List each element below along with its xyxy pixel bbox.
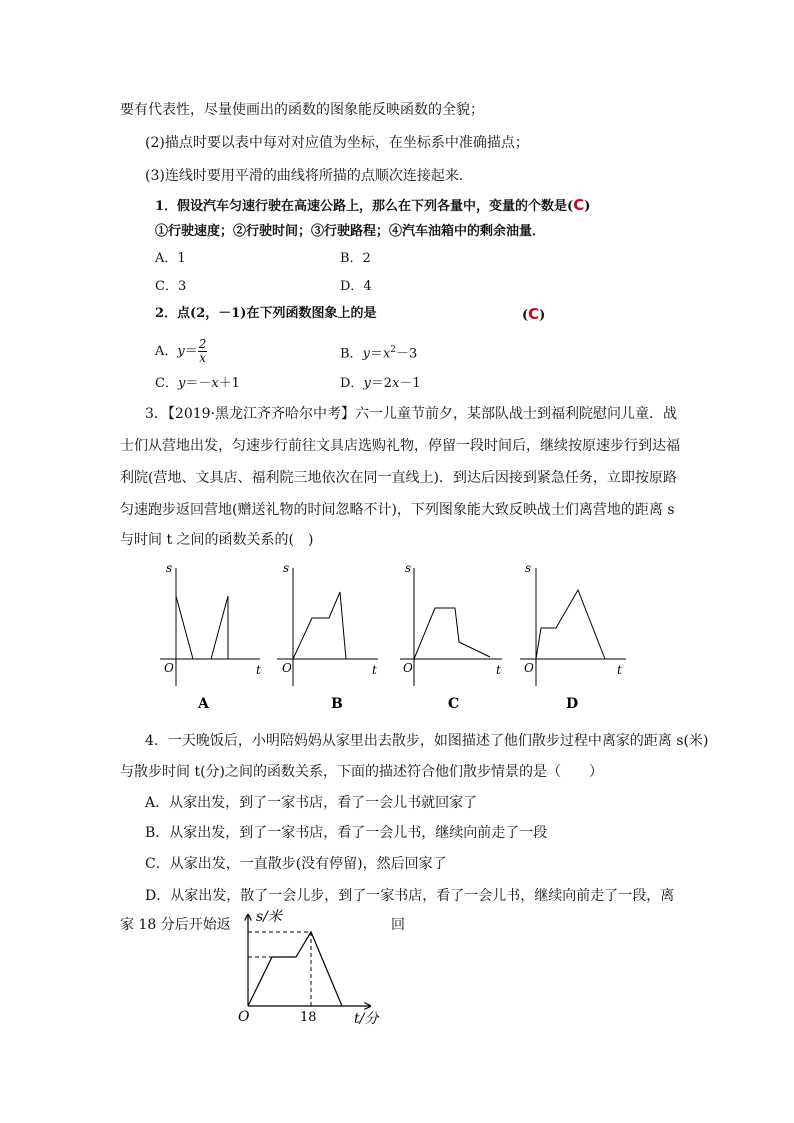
graph-c-t-label: t xyxy=(496,663,501,677)
intro-line-3: (3)连线时要用平滑的曲线将所描的点顺次连接起来． xyxy=(145,168,473,184)
q1-items: ①行驶速度；②行驶时间；③行驶路程；④汽车油箱中的剩余油量． xyxy=(155,224,546,239)
graph-b-label: B xyxy=(331,696,343,712)
q1-stem-text: 1．假设汽车匀速行驶在高速公路上，那么在下列各量中，变量的个数是 xyxy=(155,199,568,214)
q2-option-a: A．y＝ $\frac{2}{x}$ xyxy=(155,337,207,365)
q3-line-3: 利院(营地、文具店、福利院三地依次在同一直线上)．到达后因接到紧急任务，立即按原路 xyxy=(120,470,677,486)
q1-option-c: C．3 xyxy=(155,279,187,294)
q1-option-d: D．4 xyxy=(340,279,372,294)
q4-graph-origin: O xyxy=(238,1009,250,1025)
q4-graph-ylabel: s/米 xyxy=(256,909,282,925)
graph-b-s-label: s xyxy=(283,561,290,575)
q2-stem: 2．点(2，－1)在下列函数图象上的是 xyxy=(155,306,377,321)
q3-line-1: 3．【2019·黑龙江齐齐哈尔中考】六一儿童节前夕，某部队战士到福利院慰问儿童．战 xyxy=(145,406,677,422)
graph-a-t-label: t xyxy=(256,663,261,677)
q4-option-d-line-2b: 回 xyxy=(391,917,405,933)
q4-graph xyxy=(0,903,794,1028)
q4-option-d-line-1: D．从家出发，散了一会儿步，到了一家书店，看了一会儿书，继续向前走了一段，离 xyxy=(145,888,675,904)
fraction: $\frac{2}{x}$ xyxy=(198,337,207,365)
q4-graph-tick-18: 18 xyxy=(300,1010,317,1025)
intro-line-2: (2)描点时要以表中每对对应值为坐标，在坐标系中准确描点； xyxy=(145,135,529,151)
graph-d-s-label: s xyxy=(525,561,532,575)
q3-line-4: 匀速跑步返回营地(赠送礼物的时间忽略不计)，下列图象能大致反映战士们离营地的距离 s xyxy=(120,502,675,518)
graph-a xyxy=(160,561,261,712)
graph-b-origin: O xyxy=(282,661,292,675)
q2-option-d: D．y＝2x－1 xyxy=(340,376,421,391)
graph-c xyxy=(400,561,502,712)
graph-d-origin: O xyxy=(524,661,534,675)
q4-option-d-line-2a: 家 18 分后开始返 xyxy=(120,917,231,933)
q1-option-b: B．2 xyxy=(340,251,371,266)
q4-graph-xlabel: t/分 xyxy=(354,1011,379,1027)
q2-answer: (C) xyxy=(522,305,546,323)
graph-c-label: C xyxy=(448,696,460,712)
q4-option-c: C．从家出发，一直散步(没有停留)，然后回家了 xyxy=(145,856,447,872)
graph-a-label: A xyxy=(198,696,209,712)
graph-d-t-label: t xyxy=(617,663,622,677)
q3-line-2: 士们从营地出发，匀速步行前往文具店选购礼物，停留一段时间后，继续按原速步行到达福 xyxy=(120,438,680,454)
graph-b xyxy=(277,561,378,712)
q3-line-5: 与时间 t 之间的函数关系的( ) xyxy=(120,532,314,548)
q1-option-a: A．1 xyxy=(155,251,186,266)
intro-line-1: 要有代表性，尽量使画出的函数的图象能反映函数的全貌； xyxy=(120,102,484,118)
q1-answer: (C) xyxy=(567,196,591,214)
q4-line-2: 与散步时间 t(分)之间的函数关系，下面的描述符合他们散步情景的是（ ） xyxy=(120,764,603,780)
graph-d xyxy=(520,561,626,712)
graph-c-s-label: s xyxy=(405,561,412,575)
graph-b-t-label: t xyxy=(372,663,377,677)
q4-line-1: 4．一天晚饭后，小明陪妈妈从家里出去散步，如图描述了他们散步过程中离家的距离 s(米) xyxy=(145,733,709,749)
graph-a-origin: O xyxy=(164,661,174,675)
q4-option-b: B．从家出发，到了一家书店，看了一会儿书，继续向前走了一段 xyxy=(145,825,548,841)
q4-option-a: A．从家出发，到了一家书店，看了一会儿书就回家了 xyxy=(145,795,478,811)
graph-d-label: D xyxy=(566,696,579,712)
q1-stem xyxy=(155,195,590,217)
graph-c-origin: O xyxy=(403,661,413,675)
q2-option-c: C．y＝－x＋1 xyxy=(155,376,240,391)
graph-a-s-label: s xyxy=(166,561,173,575)
q2-option-b: B．$y=x^2-3$ xyxy=(340,345,418,362)
q3-graphs xyxy=(0,556,794,716)
